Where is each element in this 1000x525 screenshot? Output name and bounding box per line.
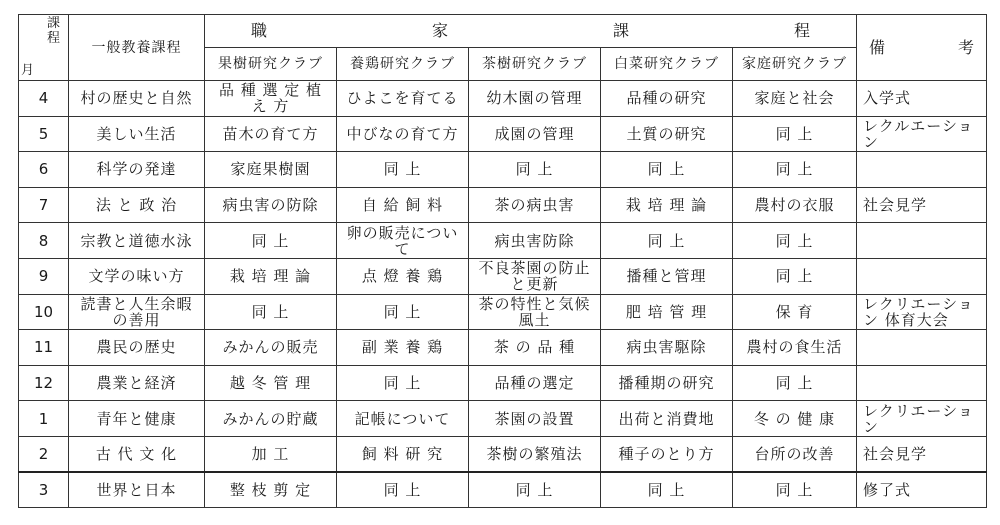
corner-label-month: 月 bbox=[21, 63, 35, 78]
cabbage-club-cell: 栽 培 理 論 bbox=[601, 187, 733, 223]
cabbage-club-cell: 同 上 bbox=[601, 152, 733, 188]
remarks-char-1: 備 bbox=[869, 37, 886, 57]
table-row bbox=[19, 258, 987, 294]
table-row bbox=[19, 472, 987, 508]
home-club-cell: 台所の改善 bbox=[733, 436, 857, 472]
cabbage-club-cell: 同 上 bbox=[601, 223, 733, 259]
general-course-cell: 法 と 政 治 bbox=[69, 187, 205, 223]
poultry-club-cell: 点 燈 養 鶏 bbox=[337, 258, 469, 294]
poultry-club-cell: ひよこを育てる bbox=[337, 81, 469, 117]
home-club-cell: 農村の食生活 bbox=[733, 330, 857, 366]
tea-club-cell: 茶 の 品 種 bbox=[469, 330, 601, 366]
fruit-club-cell: 栽 培 理 論 bbox=[205, 258, 337, 294]
club-header-tea: 茶樹研究クラブ bbox=[469, 48, 601, 81]
general-course-cell: 科学の発達 bbox=[69, 152, 205, 188]
remarks-cell: レクリエーション bbox=[857, 401, 987, 437]
tea-club-cell: 同 上 bbox=[469, 472, 601, 508]
month-cell: 5 bbox=[19, 116, 69, 152]
cabbage-club-cell: 病虫害駆除 bbox=[601, 330, 733, 366]
table-row bbox=[19, 81, 987, 117]
remarks-cell bbox=[857, 223, 987, 259]
remarks-char-2: 考 bbox=[958, 37, 975, 57]
club-header-fruit: 果樹研究クラブ bbox=[205, 48, 337, 81]
general-course-cell: 農業と経済 bbox=[69, 365, 205, 401]
remarks-header bbox=[857, 15, 987, 81]
month-cell: 3 bbox=[19, 472, 69, 508]
remarks-cell bbox=[857, 365, 987, 401]
poultry-club-cell: 飼 料 研 究 bbox=[337, 436, 469, 472]
poultry-club-cell: 同 上 bbox=[337, 472, 469, 508]
tea-club-cell: 茶樹の繁殖法 bbox=[469, 436, 601, 472]
poultry-club-cell: 中びなの育て方 bbox=[337, 116, 469, 152]
remarks-cell: 社会見学 bbox=[857, 187, 987, 223]
table-row bbox=[19, 187, 987, 223]
fruit-club-cell: 同 上 bbox=[205, 223, 337, 259]
home-club-cell: 同 上 bbox=[733, 223, 857, 259]
tea-club-cell: 茶園の設置 bbox=[469, 401, 601, 437]
month-cell: 2 bbox=[19, 436, 69, 472]
tea-club-cell: 同 上 bbox=[469, 152, 601, 188]
header-row-1 bbox=[19, 15, 987, 48]
table-row bbox=[19, 223, 987, 259]
fruit-club-cell: 病虫害の防除 bbox=[205, 187, 337, 223]
month-cell: 7 bbox=[19, 187, 69, 223]
home-club-cell: 冬 の 健 康 bbox=[733, 401, 857, 437]
table-row bbox=[19, 365, 987, 401]
fruit-club-cell: 整 枝 剪 定 bbox=[205, 472, 337, 508]
vocational-course-header bbox=[205, 15, 857, 48]
club-header-poultry: 養鶏研究クラブ bbox=[337, 48, 469, 81]
poultry-club-cell: 同 上 bbox=[337, 365, 469, 401]
general-course-cell: 村の歴史と自然 bbox=[69, 81, 205, 117]
remarks-cell: レクリエーション 体育大会 bbox=[857, 294, 987, 330]
cabbage-club-cell: 肥 培 管 理 bbox=[601, 294, 733, 330]
general-course-cell: 農民の歴史 bbox=[69, 330, 205, 366]
table-row bbox=[19, 436, 987, 472]
remarks-cell: 社会見学 bbox=[857, 436, 987, 472]
poultry-club-cell: 記帳について bbox=[337, 401, 469, 437]
remarks-cell bbox=[857, 330, 987, 366]
table-row bbox=[19, 401, 987, 437]
general-course-cell: 古 代 文 化 bbox=[69, 436, 205, 472]
general-course-cell: 文学の味い方 bbox=[69, 258, 205, 294]
general-course-header: 一般教養課程 bbox=[69, 15, 205, 81]
general-course-cell: 世界と日本 bbox=[69, 472, 205, 508]
table-row bbox=[19, 152, 987, 188]
cabbage-club-cell: 品種の研究 bbox=[601, 81, 733, 117]
remarks-cell: 修了式 bbox=[857, 472, 987, 508]
fruit-club-cell: 加 工 bbox=[205, 436, 337, 472]
general-course-cell: 宗教と道徳水泳 bbox=[69, 223, 205, 259]
general-course-cell: 青年と健康 bbox=[69, 401, 205, 437]
tea-club-cell: 茶の病虫害 bbox=[469, 187, 601, 223]
fruit-club-cell: みかんの貯蔵 bbox=[205, 401, 337, 437]
month-cell: 6 bbox=[19, 152, 69, 188]
corner-header bbox=[19, 15, 69, 81]
remarks-cell: 入学式 bbox=[857, 81, 987, 117]
month-cell: 11 bbox=[19, 330, 69, 366]
tea-club-cell: 品種の選定 bbox=[469, 365, 601, 401]
home-club-cell: 同 上 bbox=[733, 258, 857, 294]
corner-label-top-1: 課 bbox=[46, 16, 60, 31]
table-row bbox=[19, 330, 987, 366]
vocational-char-3: 課 bbox=[613, 21, 630, 40]
cabbage-club-cell: 同 上 bbox=[601, 472, 733, 508]
fruit-club-cell: 同 上 bbox=[205, 294, 337, 330]
corner-label-top-2: 程 bbox=[46, 31, 60, 46]
tea-club-cell: 成園の管理 bbox=[469, 116, 601, 152]
general-course-cell: 美しい生活 bbox=[69, 116, 205, 152]
poultry-club-cell: 卵の販売について bbox=[337, 223, 469, 259]
tea-club-cell: 不良茶園の防止と更新 bbox=[469, 258, 601, 294]
vocational-char-4: 程 bbox=[794, 21, 811, 40]
cabbage-club-cell: 出荷と消費地 bbox=[601, 401, 733, 437]
fruit-club-cell: みかんの販売 bbox=[205, 330, 337, 366]
fruit-club-cell: 家庭果樹園 bbox=[205, 152, 337, 188]
curriculum-table bbox=[18, 14, 987, 508]
fruit-club-cell: 品 種 選 定 植 え 方 bbox=[205, 81, 337, 117]
home-club-cell: 同 上 bbox=[733, 365, 857, 401]
month-cell: 10 bbox=[19, 294, 69, 330]
tea-club-cell: 病虫害防除 bbox=[469, 223, 601, 259]
remarks-cell bbox=[857, 152, 987, 188]
remarks-cell: レクルエーション bbox=[857, 116, 987, 152]
tea-club-cell: 茶の特性と気候風土 bbox=[469, 294, 601, 330]
table-row bbox=[19, 294, 987, 330]
home-club-cell: 家庭と社会 bbox=[733, 81, 857, 117]
vocational-char-2: 家 bbox=[432, 21, 449, 40]
table-row bbox=[19, 116, 987, 152]
club-header-home: 家庭研究クラブ bbox=[733, 48, 857, 81]
cabbage-club-cell: 播種と管理 bbox=[601, 258, 733, 294]
home-club-cell: 保 育 bbox=[733, 294, 857, 330]
club-header-cabbage: 白菜研究クラブ bbox=[601, 48, 733, 81]
poultry-club-cell: 自 給 飼 料 bbox=[337, 187, 469, 223]
poultry-club-cell: 副 業 養 鶏 bbox=[337, 330, 469, 366]
home-club-cell: 同 上 bbox=[733, 152, 857, 188]
remarks-cell bbox=[857, 258, 987, 294]
general-course-cell: 読書と人生余暇の善用 bbox=[69, 294, 205, 330]
poultry-club-cell: 同 上 bbox=[337, 294, 469, 330]
home-club-cell: 同 上 bbox=[733, 116, 857, 152]
month-cell: 9 bbox=[19, 258, 69, 294]
home-club-cell: 農村の衣服 bbox=[733, 187, 857, 223]
cabbage-club-cell: 土質の研究 bbox=[601, 116, 733, 152]
tea-club-cell: 幼木園の管理 bbox=[469, 81, 601, 117]
home-club-cell: 同 上 bbox=[733, 472, 857, 508]
fruit-club-cell: 苗木の育て方 bbox=[205, 116, 337, 152]
cabbage-club-cell: 播種期の研究 bbox=[601, 365, 733, 401]
month-cell: 4 bbox=[19, 81, 69, 117]
cabbage-club-cell: 種子のとり方 bbox=[601, 436, 733, 472]
month-cell: 1 bbox=[19, 401, 69, 437]
month-cell: 8 bbox=[19, 223, 69, 259]
vocational-char-1: 職 bbox=[251, 21, 268, 40]
fruit-club-cell: 越 冬 管 理 bbox=[205, 365, 337, 401]
month-cell: 12 bbox=[19, 365, 69, 401]
poultry-club-cell: 同 上 bbox=[337, 152, 469, 188]
